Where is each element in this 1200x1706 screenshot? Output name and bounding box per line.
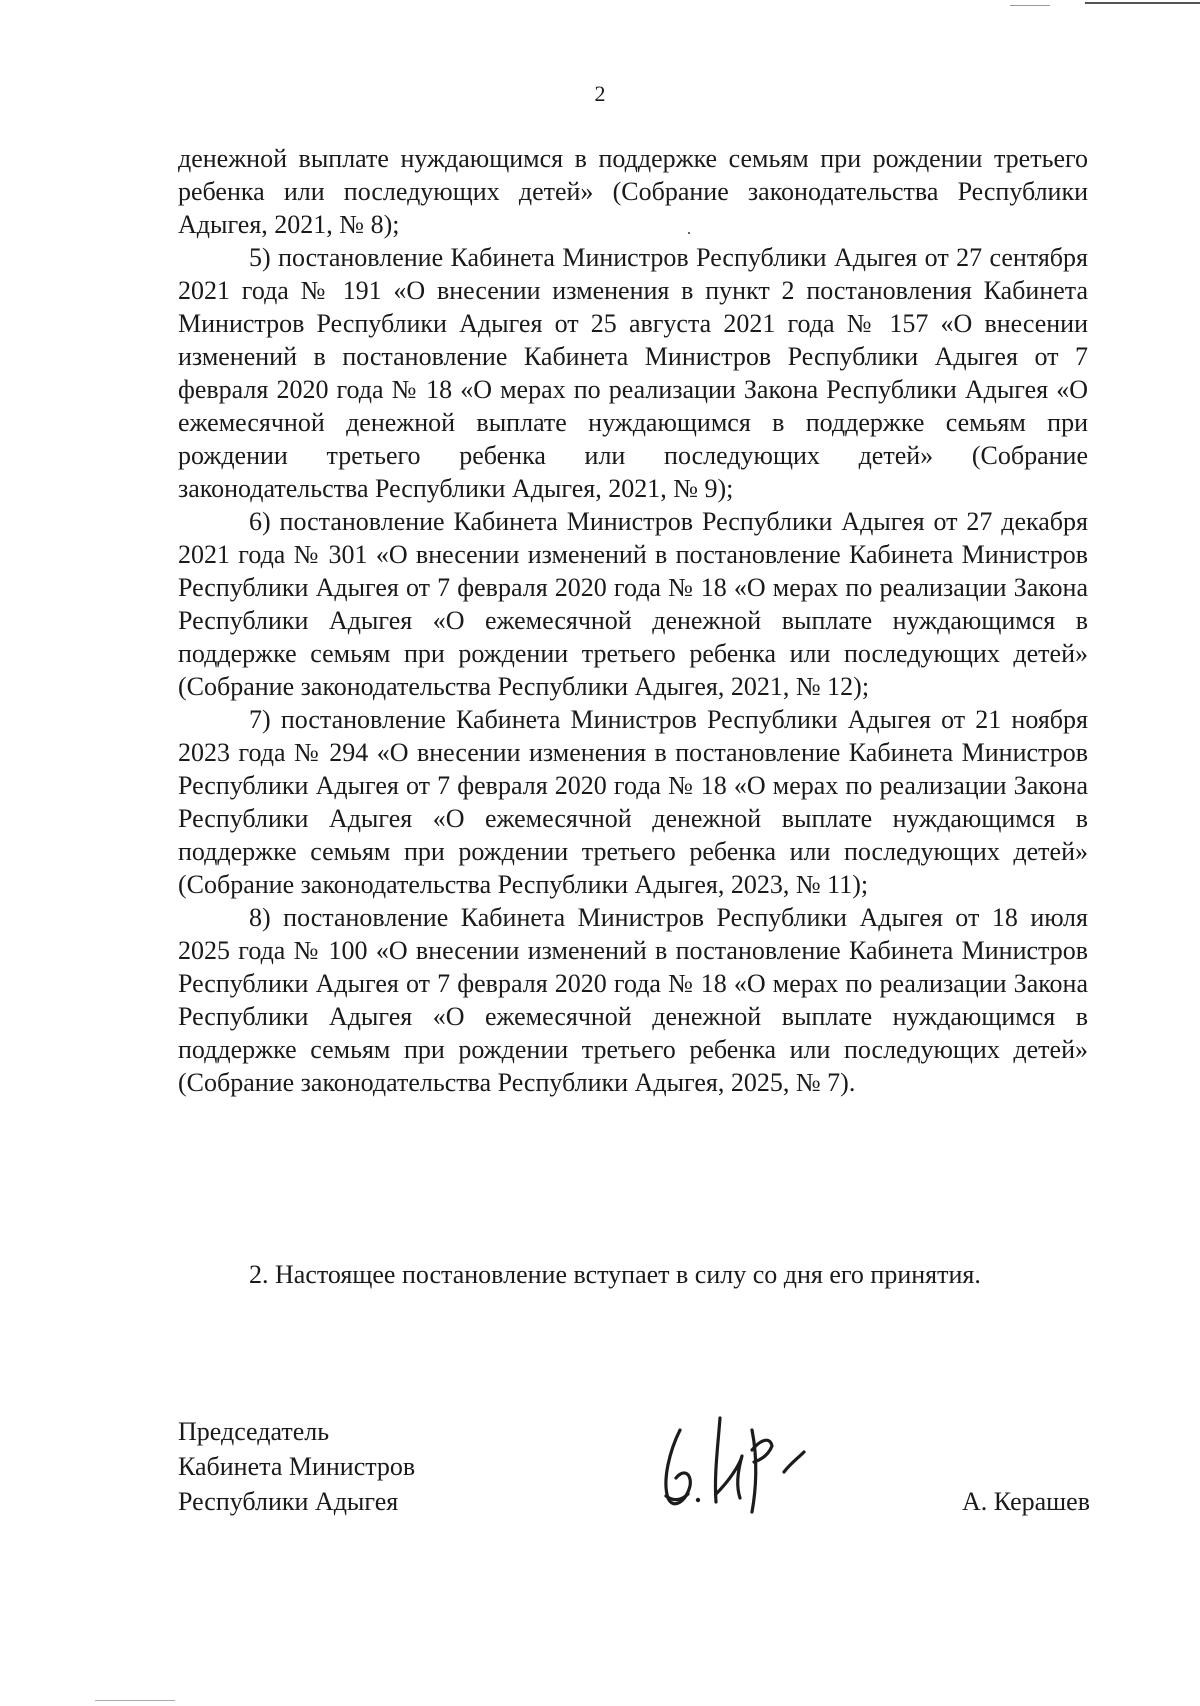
signer-title-line: Кабинета Министров: [178, 1452, 416, 1481]
page-number: 2: [594, 81, 606, 106]
signer-name: А. Керашев: [961, 1487, 1090, 1516]
paragraph-item-6: 6) постановление Кабинета Министров Республики Адыгея от 27 декабря 2021 года № 301 «О внесении изменений в постановление Кабинета Министров Республики Адыгея от 7 февраля 2020 года № 18 «О мерах по реализации Закона Республики Адыгея «О ежемесячной денежной выплате нуждающимся в поддержке семьям при рождении третьего ребенка или последующих детей» (Собрание законодательства Республики Адыгея, 2021, № 12);: [178, 507, 1088, 701]
scan-edge-mark: [1010, 5, 1050, 6]
paragraph-item-7: 7) постановление Кабинета Министров Республики Адыгея от 21 ноября 2023 года № 294 «О внесении изменения в постановление Кабинета Министров Республики Адыгея от 7 февраля 2020 года № 18 «О мерах по реализации Закона Республики Адыгея «О ежемесячной денежной выплате нуждающимся в поддержке семьям при рождении третьего ребенка или последующих детей» (Собрание законодательства Республики Адыгея, 2023, № 11);: [178, 705, 1088, 899]
scan-edge-mark: [1085, 2, 1200, 4]
paragraph-continuation: денежной выплате нуждающимся в поддержке семьям при рождении третьего ребенка или последующих детей» (Собрание законодательства Республики Адыгея, 2021, № 8);: [178, 144, 1088, 239]
signer-title-line: Республики Адыгея: [178, 1487, 399, 1516]
signer-title-line: Председатель: [178, 1417, 330, 1446]
scan-edge-mark: [95, 1700, 175, 1701]
paragraph-item-5: 5) постановление Кабинета Министров Республики Адыгея от 27 сентября 2021 года № 191 «О внесении изменения в пункт 2 постановления Кабинета Министров Республики Адыгея от 25 августа 2021 года № 157 «О внесении изменений в постановление Кабинета Министров Республики Адыгея от 7 февраля 2020 года № 18 «О мерах по реализации Закона Республики Адыгея «О ежемесячной денежной выплате нуждающимся в поддержке семьям при рождении третьего ребенка или последующих детей» (Собрание законодательства Республики Адыгея, 2021, № 9);: [178, 243, 1088, 503]
paragraph-item-8: 8) постановление Кабинета Министров Республики Адыгея от 18 июля 2025 года № 100 «О внесении изменений в постановление Кабинета Министров Республики Адыгея от 7 февраля 2020 года № 18 «О мерах по реализации Закона Республики Адыгея «О ежемесячной денежной выплате нуждающимся в поддержке семьям при рождении третьего ребенка или последующих детей» (Собрание законодательства Республики Адыгея, 2025, № 7).: [178, 903, 1088, 1097]
signer-title-block: [178, 1414, 578, 1519]
document-body: [178, 142, 1088, 1099]
handwritten-signature: [640, 1390, 840, 1520]
effective-clause: 2. Настоящее постановление вступает в силу со дня его принятия.: [249, 1260, 981, 1289]
